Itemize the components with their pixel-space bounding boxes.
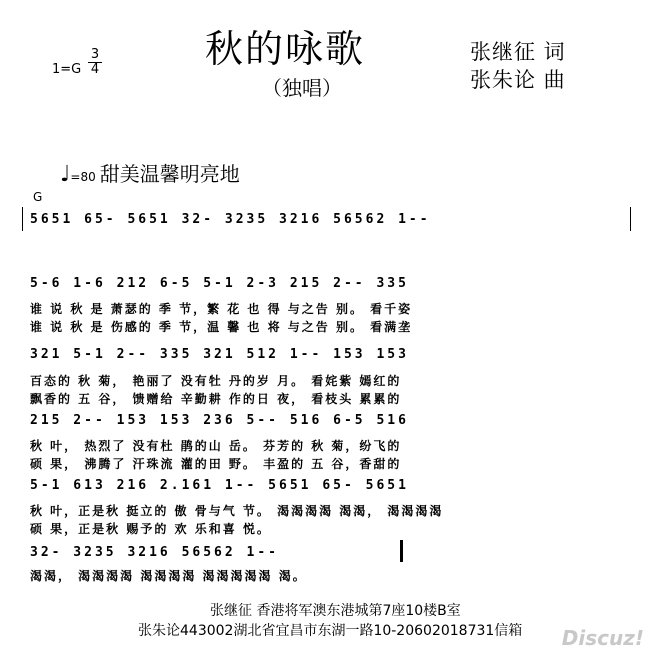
tempo-bpm: =80 [70,170,96,184]
lyric-line: 秋 叶，正是秋 挺立的 傲 骨与气 节。 渴渴渴渴 渴渴， 渴渴渴渴 [30,504,444,518]
score-line-2: 5-6 1-6 212 6-5 5-1 2-3 215 2-- 335 [30,276,409,291]
watermark-logo: Discuz! [561,626,644,650]
score-line-4: 215 2-- 153 153 236 5-- 516 6-5 516 [30,413,409,428]
composer-credit: 张朱论 曲 [470,68,566,92]
lyric-line: 秋 叶， 热烈了 没有杜 鹃的山 岳。 芬芳的 秋 菊，纷飞的 [30,439,402,453]
lyric-line: 谁 说 秋 是 萧瑟的 季 节，繁 花 也 得 与之告 别。 看千姿 [30,302,413,316]
time-denominator: 4 [90,62,100,77]
contact-lyricist: 张继征 香港将军澳东港城第7座10楼B室 [210,603,461,619]
lyric-line: 渴渴， 渴渴渴渴 渴渴渴渴 渴渴渴渴渴 渴。 [30,569,307,583]
tempo-marking [60,158,240,187]
contact-composer: 张朱论443002湖北省宜昌市东湖一路10-20602018731信箱 [138,623,523,639]
score-line-1: 5651 65- 5651 32- 3235 3216 56562 1-- [30,212,431,227]
lyricist-credit: 张继征 词 [470,40,566,64]
song-subtitle: （独唱） [262,76,342,100]
key-signature: 1=G [52,62,82,77]
chord-symbol: G [33,190,43,204]
tempo-expression: 甜美温馨明亮地 [99,162,240,186]
lyric-line: 飘香的 五 谷， 馈赠给 辛勤耕 作的日 夜， 看枝头 累累的 [30,392,402,406]
lyric-line: 谁 说 秋 是 伤感的 季 节，温 馨 也 将 与之告 别。 看满垄 [30,320,413,334]
lyric-line: 硕 果， 沸腾了 汗珠流 灌的田 野。 丰盈的 五 谷，香甜的 [30,457,402,471]
barline [22,207,23,231]
lyric-line: 硕 果，正是秋 赐予的 欢 乐和喜 悦。 [30,522,271,536]
quarter-note-icon: ♩ [60,162,71,187]
song-title: 秋的咏歌 [205,27,366,71]
barline [630,207,631,231]
final-barline [400,540,403,562]
score-line-3: 321 5-1 2-- 335 321 512 1-- 153 153 [30,347,409,362]
score-line-5: 5-1 613 216 2.161 1-- 5651 65- 5651 [30,478,409,493]
time-signature [88,48,102,77]
lyric-line: 百态的 秋 菊， 艳丽了 没有牡 丹的岁 月。 看姹紫 嫣红的 [30,374,402,388]
score-line-6: 32- 3235 3216 56562 1-- [30,545,280,560]
time-numerator: 3 [88,48,102,63]
